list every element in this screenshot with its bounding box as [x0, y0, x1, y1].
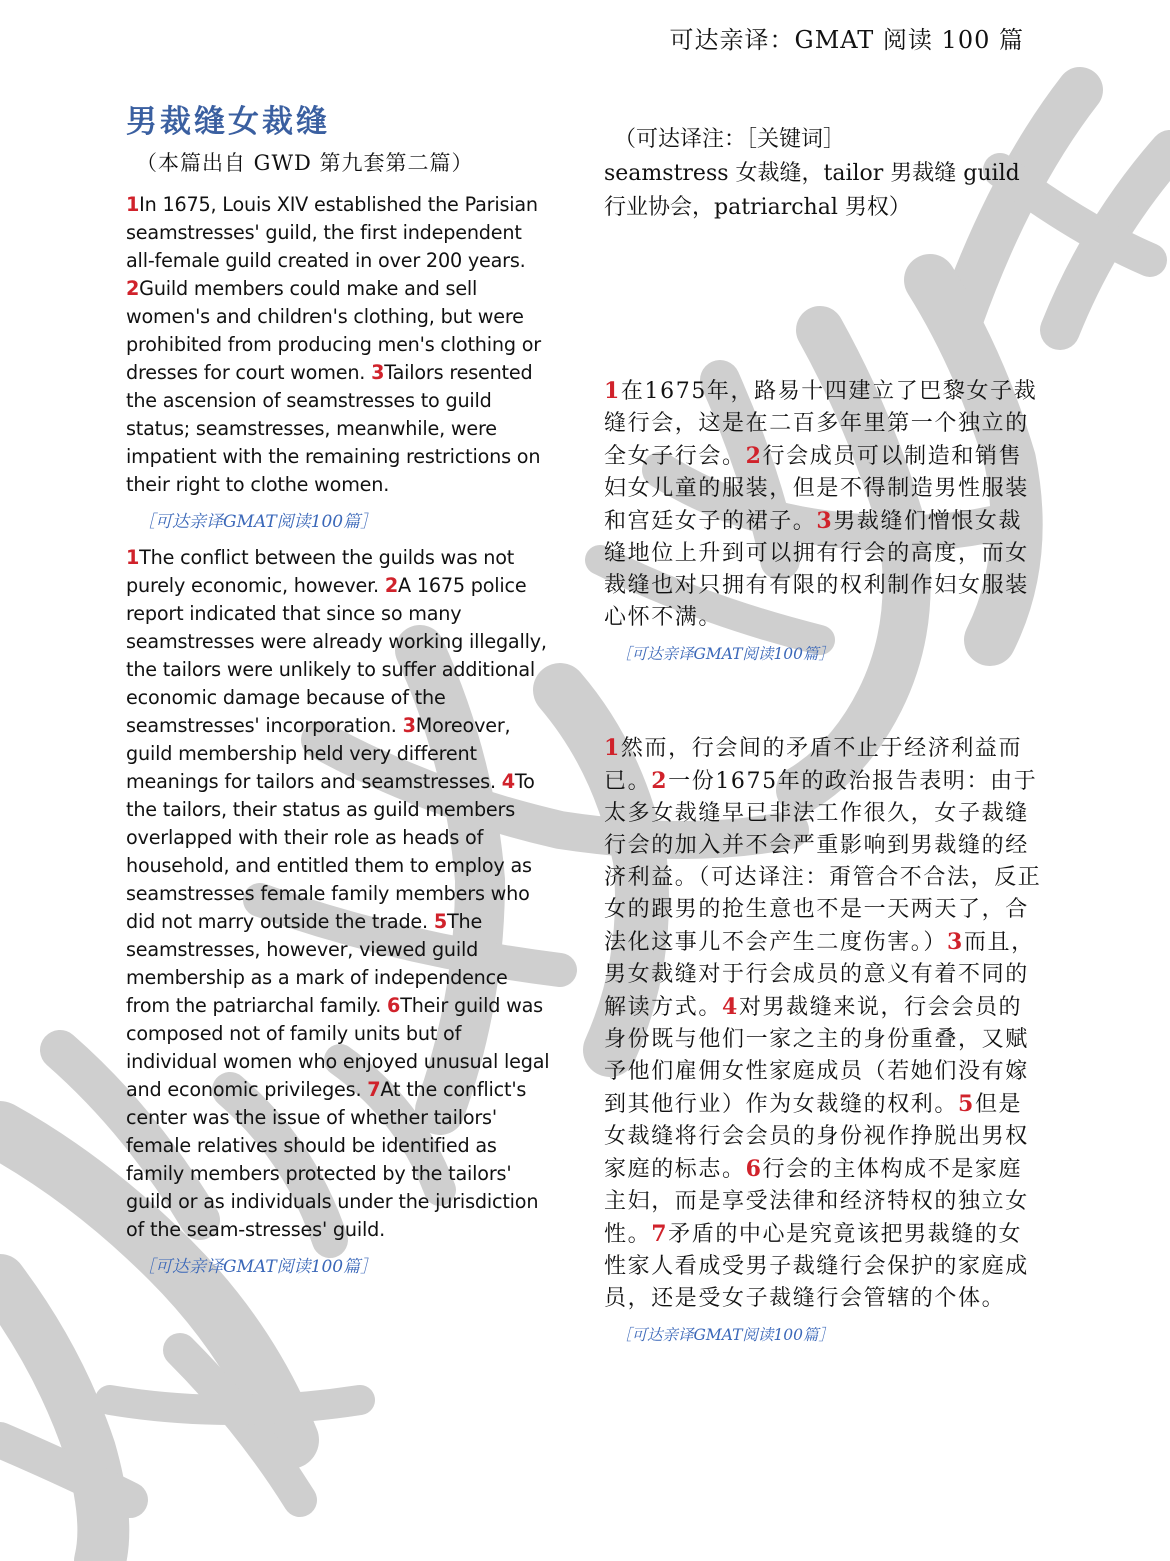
chinese-paragraph-1 [604, 375, 1044, 634]
sentence-text: 然而，行会间的矛盾不止于经济利益而已。 [604, 736, 1023, 794]
sentence-text: To the tailors, their status as guild members overlapped with their role as heads of household, and entitled them to employ as seamstresses female family members who did not marry outside the trade. [126, 770, 535, 933]
sentence-number: 2 [651, 768, 669, 794]
sentence-number: 2 [745, 443, 763, 469]
sentence-text: 行会成员可以制造和销售妇女儿童的服装，但是不得制造男性服装和宫廷女子的裙子。 [604, 444, 1029, 534]
sentence-text: In 1675, Louis XIV established the Parisian seamstresses' guild, the first independent all-female guild created in over 200 years. [126, 193, 538, 272]
sentence-number: 6 [387, 994, 401, 1017]
sentence-number: 3 [371, 361, 385, 384]
sentence-text: Tailors resented the ascension of seamstresses to guild status; seamstresses, meanwhile, were impatient with the remaining restrictions on their right to clothe women. [126, 361, 541, 496]
sentence-number: 2 [126, 277, 140, 300]
credit-tag: ［可达亲译GMAT阅读100篇］ [616, 1326, 835, 1344]
sentence-number: 7 [651, 1221, 669, 1247]
sentence-number: 4 [501, 770, 515, 793]
sentence-number: 5 [433, 910, 447, 933]
sentence-number: 2 [384, 574, 398, 597]
chinese-paragraph-2 [604, 732, 1044, 1315]
english-paragraph-2 [126, 544, 556, 1244]
credit-tag: ［可达亲译GMAT阅读100篇］ [138, 512, 378, 532]
english-paragraph-1 [126, 191, 556, 499]
sentence-text: 一份1675年的政治报告表明：由于太多女裁缝早已非法工作很久，女子裁缝行会的加入并不会严重影响到男裁缝的经济利益。（可达译注：甭管合不合法，反正女的跟男的抢生意也不是一天两天了，合法化这事儿不会产生二度伤害。） [604, 769, 1042, 955]
sentence-text: At the conflict's center was the issue of whether tailors' female relatives should be identified as family members protected by the tailors' guild or as individuals under the jurisdiction of the seam-stresses' guild. [126, 1078, 539, 1241]
sentence-text: Their guild was composed not of family units but of individual women who enjoyed unusual legal and economic privileges. [126, 994, 550, 1101]
sentence-text: 而且，男女裁缝对于行会成员的意义有着不同的解读方式。 [604, 930, 1035, 1020]
english-column [126, 96, 556, 1289]
sentence-text: 对男裁缝来说，行会会员的身份既与他们一家之主的身份重叠，又赋予他们雇佣女性家庭成员（若她们没有嫁到其他行业）作为女裁缝的权利。 [604, 995, 1029, 1117]
sentence-text: 但是女裁缝将行会会员的身份视作挣脱出男权家庭的标志。 [604, 1092, 1029, 1182]
sentence-text: A 1675 police report indicated that since so many seamstresses were already working illegally, the tailors were unlikely to suffer additional economic damage because of the seamstresses' incorporation. [126, 574, 547, 737]
sentence-text: 行会的主体构成不是家庭主妇，而是享受法律和经济特权的独立女性。 [604, 1157, 1029, 1247]
sentence-number: 1 [604, 735, 621, 761]
sentence-text: The seamstresses, however, viewed guild membership as a mark of independence from the patriarchal family. [126, 910, 508, 1017]
keyword-note-heading: （可达译注：［关键词］ [614, 127, 846, 152]
keyword-note-body: seamstress 女裁缝，tailor 男裁缝 guild 行业协会，patriarchal 男权） [604, 161, 1020, 220]
sentence-number: 1 [604, 378, 621, 404]
sentence-number: 1 [126, 193, 140, 216]
sentence-text: The conflict between the guilds was not purely economic, however. [126, 546, 515, 597]
header-title: 可达亲译：GMAT 阅读 100 篇 [669, 26, 1024, 54]
page-title: 男裁缝女裁缝 [126, 104, 330, 140]
sentence-text: 在1675年，路易十四建立了巴黎女子裁缝行会，这是在二百多年里第一个独立的全女子行会。 [604, 379, 1038, 469]
credit-tag: ［可达亲译GMAT阅读100篇］ [138, 1257, 378, 1277]
sentence-number: 4 [722, 994, 739, 1020]
credit-tag: ［可达亲译GMAT阅读100篇］ [616, 645, 835, 663]
sentence-number: 7 [367, 1078, 381, 1101]
chinese-column [604, 122, 1044, 1357]
sentence-text: Guild members could make and sell women's and children's clothing, but were prohibited from producing men's clothing or dresses for court women. [126, 277, 541, 384]
sentence-text: 男裁缝们憎恨女裁缝地位上升到可以拥有行会的高度，而女裁缝也对只拥有有限的权利制作妇女服装心怀不满。 [604, 509, 1029, 630]
sentence-number: 3 [816, 508, 834, 534]
sentence-text: Moreover, guild membership held very different meanings for tailors and seamstresses. [126, 714, 511, 793]
sentence-text: 矛盾的中心是究竟该把男裁缝的女性家人看成受男子裁缝行会保护的家庭成员，还是受女子裁缝行会管辖的个体。 [604, 1222, 1029, 1311]
sentence-number: 5 [958, 1091, 975, 1117]
sentence-number: 1 [126, 546, 140, 569]
sentence-number: 3 [402, 714, 416, 737]
source-note: （本篇出自 GWD 第九套第二篇） [136, 151, 474, 175]
sentence-number: 3 [947, 929, 964, 955]
sentence-number: 6 [745, 1156, 763, 1182]
